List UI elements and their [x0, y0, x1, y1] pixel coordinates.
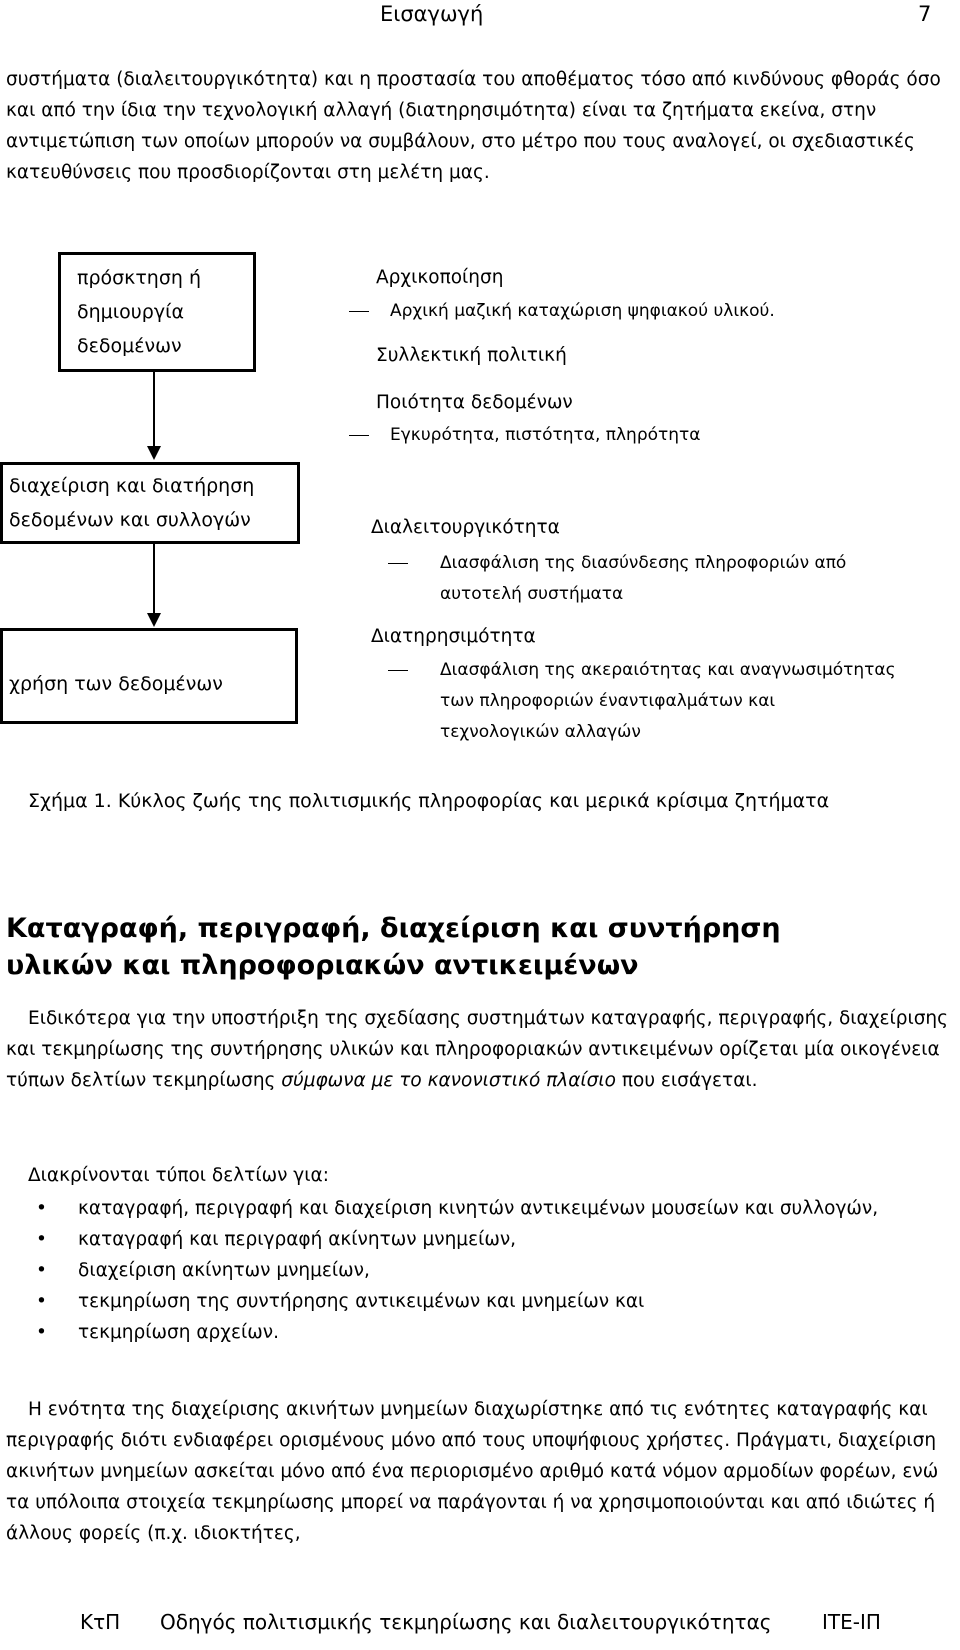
box-data-creation — [58, 252, 256, 372]
dash-marker — [388, 670, 408, 671]
issue-preservation-sub3: τεχνολογικών αλλαγών — [440, 722, 641, 742]
figure-caption: Σχήμα 1. Κύκλος ζωής της πολιτισμικής πληροφορίας και μερικά κρίσιμα ζητήματα — [28, 790, 830, 812]
box-creation-line3: δεδομένων — [77, 335, 182, 357]
section-paragraph — [6, 1003, 954, 1096]
page-number: 7 — [918, 2, 932, 26]
section-paragraph-italic: σύμφωνα με το κανονιστικό πλαίσιο — [281, 1070, 616, 1091]
box-data-use — [0, 628, 298, 724]
list-item: • διαχείριση ακίνητων μνημείων, — [6, 1255, 954, 1286]
section-paragraph-text: Ειδικότερα για την υποστήριξη της σχεδίασης συστημάτων καταγραφής, περιγραφής, διαχείρισης και τεκμηρίωσης της συντήρησης υλικών και πληροφοριακών αντικειμένων ορίζεται μία οικογένεια τύπων δελτίων τεκμηρίωσης — [6, 1008, 949, 1091]
issue-collection-policy-title: Συλλεκτική πολιτική — [376, 345, 567, 366]
list-item: • καταγραφή, περιγραφή και διαχείριση κινητών αντικειμένων μουσείων και συλλογών, — [6, 1193, 954, 1224]
section-paragraph-tail: που εισάγεται. — [616, 1070, 758, 1091]
box-management-line2: δεδομένων και συλλογών — [9, 509, 251, 531]
issue-data-quality-title: Ποιότητα δεδομένων — [376, 392, 573, 413]
box-use-line1: χρήση των δεδομένων — [9, 673, 223, 695]
issue-data-quality-sub: Εγκυρότητα, πιστότητα, πληρότητα — [390, 425, 701, 445]
box-management-line1: διαχείριση και διατήρηση — [9, 475, 255, 497]
document-types-list — [6, 1193, 954, 1348]
box-creation-line2: δημιουργία — [77, 301, 185, 323]
arrowhead-use — [147, 613, 161, 627]
list-item: • καταγραφή και περιγραφή ακίνητων μνημείων, — [6, 1224, 954, 1255]
arrowhead-management — [147, 446, 161, 460]
closing-paragraph: Η ενότητα της διαχείρισης ακινήτων μνημείων διαχωρίστηκε από τις ενότητες καταγραφής και περιγραφής διότι ενδιαφέρει ορισμένους μόνο από τους υποψήφιους χρήστες. Πράγματι, διαχείριση ακινήτων μνημείων ασκείται μόνο από ένα περιορισμένο αριθμό κατά νόμον αρμοδίων φορέων, ενώ τα υπόλοιπα στοιχεία τεκμηρίωσης μπορεί να παράγονται ή να χρησιμοποιούνται και από ιδιώτες ή άλλους φορείς (π.χ. ιδιοκτήτες, — [6, 1399, 939, 1544]
list-item: • τεκμηρίωση της συντήρησης αντικειμένων και μνημείων και — [6, 1286, 954, 1317]
issue-interoperability-sub1: Διασφάλιση της διασύνδεσης πληροφοριών από — [440, 553, 847, 573]
running-header-title: Εισαγωγή — [380, 2, 484, 26]
footer-left: ΚτΠ — [80, 1610, 121, 1634]
box-data-management — [0, 462, 300, 544]
issue-initialization-sub: Αρχική μαζική καταχώριση ψηφιακού υλικού. — [390, 301, 775, 321]
section-title-line1: Καταγραφή, περιγραφή, διαχείριση και συντήρηση — [6, 913, 781, 944]
footer-right: ΙΤΕ-ΙΠ — [822, 1610, 881, 1634]
section-title-line2: υλικών και πληροφοριακών αντικειμένων — [6, 950, 639, 981]
list-intro: Διακρίνονται τύποι δελτίων για: — [28, 1165, 329, 1186]
intro-paragraph: συστήματα (διαλειτουργικότητα) και η προστασία του αποθέματος τόσο από κινδύνους φθοράς όσο και από την ίδια την τεχνολογική αλλαγή (διατηρησιμότητα) είναι τα ζητήματα εκείνα, στην αντιμετώπιση των οποίων μπορούν να συμβάλουν, στο μέτρο που τους αναλογεί, οι σχεδιαστικές κατευθύνσεις που προσδιορίζονται στη μελέτη μας. — [6, 69, 941, 183]
footer-center: Οδηγός πολιτισμικής τεκμηρίωσης και διαλειτουργικότητας — [160, 1610, 772, 1634]
issue-preservation-title: Διατηρησιμότητα — [371, 626, 536, 647]
issue-interoperability-title: Διαλειτουργικότητα — [371, 517, 560, 538]
dash-marker — [388, 563, 408, 564]
dash-marker — [349, 435, 369, 436]
issue-initialization-title: Αρχικοποίηση — [376, 267, 504, 288]
box-creation-line1: πρόσκτηση ή — [77, 267, 202, 289]
issue-preservation-sub2: των πληροφοριών έναντιφαλμάτων και — [440, 691, 776, 711]
issue-preservation-sub1: Διασφάλιση της ακεραιότητας και αναγνωσιμότητας — [440, 660, 896, 680]
issue-interoperability-sub2: αυτοτελή συστήματα — [440, 584, 624, 604]
list-item: • τεκμηρίωση αρχείων. — [6, 1317, 954, 1348]
dash-marker — [349, 311, 369, 312]
section-title — [6, 910, 781, 984]
